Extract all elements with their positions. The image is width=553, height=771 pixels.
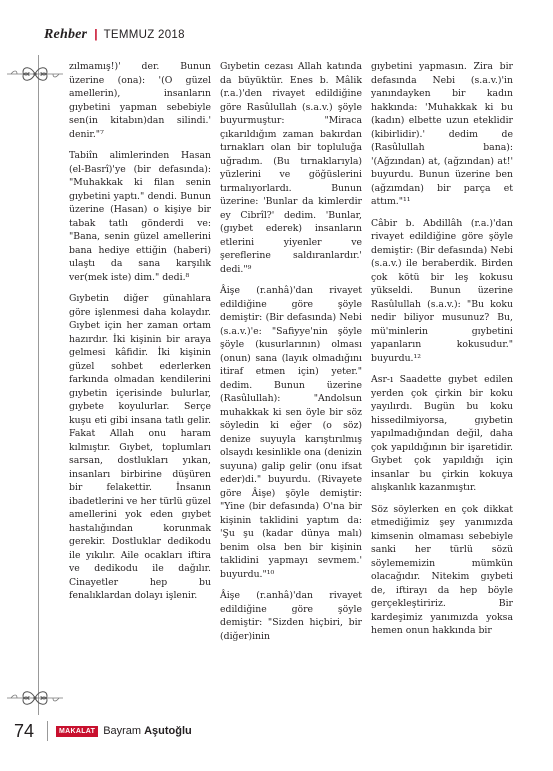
paragraph: Asr-ı Saadette gıybet edilen yerden çok çirkin bir koku yayılırdı. Bugün bu koku hissedilmiyorsa, gıybetin yapılmadığından değil, daha çok yapıldığının bir işaretidir. Gıybet çok yapıldığı için insanlar bu çirkin kokuya alışkanlık kazanmıştır. [371,374,513,493]
text-column-1 [69,60,211,611]
ornament-flourish-icon [5,687,65,709]
text-column-2 [220,60,362,651]
footer-divider [47,721,48,741]
magazine-brand: Rehber [44,27,88,42]
author-first-name: Bayram [103,725,142,737]
page-number: 74 [14,720,35,741]
page-footer [14,721,192,741]
paragraph: Gıybetin diğer günahlara göre işlenmesi daha kolaydır. Gıybet için her zaman ortam hazırdır. İki kişinin bir araya gelmesi kâfidir. İki kişinin güzel sohbet ederlerken farkında olmadan kendilerini gıybetin içerisinde bulurlar, gıybete koyulurlar. Serçe kuşu eti gibi insana tatlı gelir. Fakat Allah onu haram kılmıştır. Gıybet, toplumları sarsan, dostlukları yıkan, insanları birbirine düşüren bir felakettir. İnsanın ibadetlerini ve her türlü güzel amellerini yok eden gıybet hastalığından korunmak gerekir. Dostluklar dedikodu ile yıkılır. Aile ocakları iftira ve dedikodu ile dağılır. Cinayetler hep bu fenalıklardan dolayı işlenir. [69,293,211,601]
header-separator: | [94,27,98,41]
issue-date: TEMMUZ 2018 [103,29,185,41]
page-header [44,27,185,43]
margin-rule [38,55,39,715]
section-tag: MAKALAT [56,726,98,737]
ornament-flourish-icon [5,63,65,85]
paragraph: Âişe (r.anhâ)'dan rivayet edildiğine göre şöyle demiştir: (Bir defasında) Nebi (s.a.v.)'e: "Safiyye'nin şöyle şöyle (kusurlarının) olması (onun) sana (layık olmadığını itiraf etmen için) yeter." dedim. Bunun üzerine (Rasûlullah): "Andolsun muhakkak ki sen öyle bir söz söyledin ki eğer (o söz) denize suyuyla karıştırılmış olsaydı kesinlikle ona (denizin suyuna) galip gelir (onu ifsat eder)di." buyurdu. (Rivayete göre Âişe) şöyle demiştir: "Yine (bir defasında) O'na bir kişinin taklidini yaptım da: 'Şu şu (kadar dünya malı) benim olsa ben bir kişinin taklidini yapmayı sevmem.' buyurdu."¹⁰ [220,285,362,580]
author-last-name: Aşutoğlu [144,725,192,737]
paragraph: Câbir b. Abdillâh (r.a.)'dan rivayet edildiğine göre şöyle demiştir: (Bir defasında) Nebi (s.a.v.) ile beraberdik. Birden çok kötü bir leş kokusu yükseldi. Bunun üzerine Rasûlullah (s.a.v.): "Bu koku nedir biliyor musunuz? Bu, mü'minlerin gıybetini yapanların kokusudur." buyurdu.¹² [371,217,513,364]
paragraph: zılmamış!)' der. Bunun üzerine (ona): '(O güzel amellerin), insanların gıybetini yapman sebebiyle sen(in kitabın)dan silindi.' denir."⁷ [69,61,211,140]
paragraph: Âişe (r.anhâ)'dan rivayet edildiğine göre şöyle demiştir: "Sizden hiçbiri, bir (diğer)inin [220,590,362,642]
text-column-3 [371,60,513,646]
paragraph: Tabiîn alimlerinden Hasan (el-Basrî)'ye (bir defasında): "Muhakkak ki filan senin gıybetini yaptı." dendi. Bunun üzerine (Hasan) o kişiye bir tabak tatlı gönderdi ve: "Bana, senin güzel amellerini bana hediye ettiğin (haberi) ulaştı da sana karşılık ver(mek iste) dim." dedi.⁸ [69,150,211,283]
paragraph: Gıybetin cezası Allah katında da büyüktür. Enes b. Mâlik (r.a.)'den rivayet edildiğine göre Rasûlullah (s.a.v.) şöyle buyurmuştur: "Miraca çıkarıldığım zaman bakırdan tırnakları olan bir topluluğa uğradım. (Bu tırnaklarıyla) yüzlerini ve göğüslerini tırmalıyorlardı. Bunun üzerine: 'Bunlar da kimlerdir ey Cibrîl?' dedim. 'Bunlar, (gıybet ederek) insanların etlerini yiyenler ve şereflerine saldıranlardır.' dedi."⁹ [220,61,362,275]
paragraph: Söz söylerken en çok dikkat etmediğimiz şey yanımızda kimsenin olmaması sebebiyle sanki her türlü sözü söylememizin mümkün olacağıdır. Nitekim gıybeti de, iftirayı da hep böyle gerçekleştiririz. Bir kardeşimiz yanımızda yoksa hemen onun hakkında bir [371,503,513,636]
paragraph: gıybetini yapmasın. Zira bir defasında Nebi (s.a.v.)'in yanındayken bir kadın hakkında: 'Muhakkak ki bu (kadın) elbette uzun eteklidir (kibirlidir).' dedim de (Rasûlullah bana): '(Ağzından) at, (ağzından) at!' buyurdu. Bunun üzerine ben (ağzımdan) bir parça et attım."¹¹ [371,61,513,207]
